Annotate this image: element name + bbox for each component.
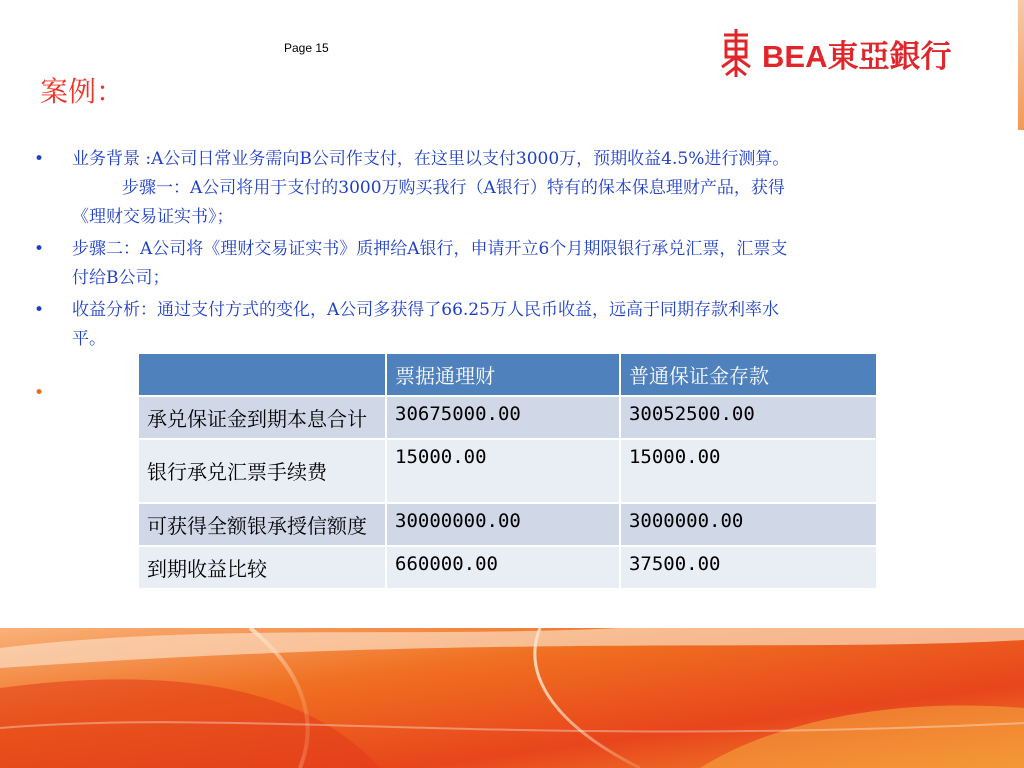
header-empty xyxy=(138,353,386,396)
cell-value: 15000.00 xyxy=(620,439,877,503)
cell-value: 37500.00 xyxy=(620,546,877,589)
cell-value: 30052500.00 xyxy=(620,396,877,439)
row-label: 到期收益比较 xyxy=(138,546,386,589)
step-one-line2: 《理财交易证实书》； xyxy=(72,207,234,227)
cell-value: 15000.00 xyxy=(386,439,620,503)
bullet-dot: • xyxy=(34,149,45,169)
header-margin-deposit: 普通保证金存款 xyxy=(620,353,877,396)
footer-wave-decoration xyxy=(0,628,1024,768)
cell-value: 30675000.00 xyxy=(386,396,620,439)
table-row xyxy=(138,396,877,439)
bullet-business-background xyxy=(34,145,1024,174)
row-label: 银行承兑汇票手续费 xyxy=(138,439,386,503)
bullet-text: 业务背景 :A公司日常业务需向B公司作支付，在这里以支付3000万，预期收益4.5%进行测算。 xyxy=(72,149,790,169)
row-label: 承兑保证金到期本息合计 xyxy=(138,396,386,439)
bea-emblem-icon xyxy=(718,27,754,79)
bullet-dot: • xyxy=(34,300,45,320)
step-one-line1: 步骤一：A公司将用于支付的3000万购买我行（A银行）特有的保本保息理财产品，获得 xyxy=(122,178,785,198)
bullet-text: 步骤二：A公司将《理财交易证实书》质押给A银行，申请开立6个月期限银行承兑汇票，汇票支 xyxy=(72,239,788,259)
cell-value: 30000000.00 xyxy=(386,503,620,546)
bullet-step-two xyxy=(34,235,1024,264)
step-two-line2: 付给B公司； xyxy=(72,268,170,288)
cell-value: 660000.00 xyxy=(386,546,620,589)
bea-logo xyxy=(718,25,951,81)
slide-title: 案例： xyxy=(40,75,125,108)
income-analysis-line2: 平。 xyxy=(72,329,106,349)
table-header-row xyxy=(138,353,877,396)
comparison-table xyxy=(137,352,878,590)
bea-logo-text: BEA東亞銀行 xyxy=(762,38,952,74)
right-edge-accent xyxy=(1018,0,1024,130)
row-label: 可获得全额银承授信额度 xyxy=(138,503,386,546)
bullet-dot: • xyxy=(34,239,45,259)
empty-bullet-dot: • xyxy=(34,383,45,403)
header-bill-wealth: 票据通理财 xyxy=(386,353,620,396)
page-number: Page 15 xyxy=(284,41,329,55)
table-row xyxy=(138,546,877,589)
bullet-text: 收益分析：通过支付方式的变化，A公司多获得了66.25万人民币收益，远高于同期存款利率水 xyxy=(72,300,779,320)
bullet-list xyxy=(34,145,1024,354)
table-row xyxy=(138,503,877,546)
cell-value: 3000000.00 xyxy=(620,503,877,546)
bullet-income-analysis xyxy=(34,296,1024,325)
table-row xyxy=(138,439,877,503)
